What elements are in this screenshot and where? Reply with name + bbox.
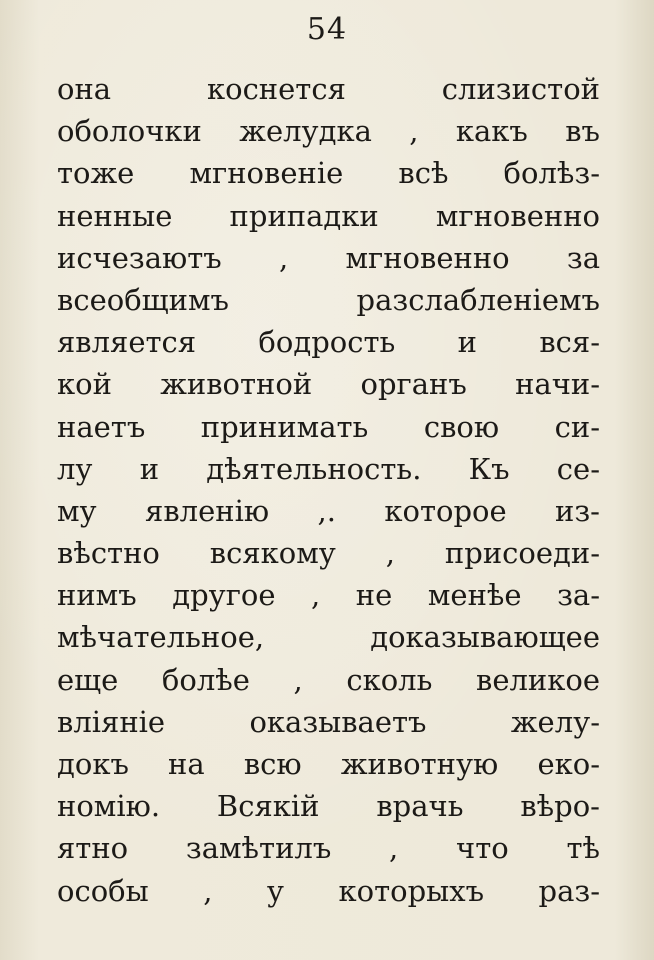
text-line: наетъ принимать свою си-	[57, 409, 600, 444]
text-line: нимъ другое , не менѣе за-	[57, 578, 600, 613]
text-line: вѣстно всякому , присоеди-	[57, 536, 600, 571]
text-line: оболочки желудка , какъ въ	[57, 114, 600, 149]
text-line: ненные припадки мгновенно	[57, 198, 600, 233]
text-line: исчезаютъ , мгновенно за	[57, 240, 600, 275]
text-line: всеобщимъ разслабленіемъ	[57, 282, 600, 317]
text-line: она коснется слизистой	[57, 72, 600, 106]
text-line: номію. Всякій врачь вѣро-	[57, 789, 600, 824]
text-line: кой животной органъ начи-	[57, 367, 600, 402]
text-line: является бодрость и вся-	[57, 325, 600, 360]
text-line: лу и дѣятельность. Къ се-	[57, 451, 600, 486]
page-number: 54	[306, 12, 348, 47]
text-line: тоже мгновеніе всѣ болѣз-	[57, 156, 600, 191]
text-line: му явленію ,. которое из-	[57, 493, 600, 528]
body-text	[57, 68, 600, 912]
text-line: еще болѣе , сколь великое	[57, 662, 600, 697]
text-line: докъ на всю животную еко-	[57, 747, 600, 781]
text-line: особы , у которыхъ раз-	[57, 873, 600, 908]
text-line: вліяніе оказываетъ желу-	[57, 704, 600, 739]
text-line: мѣчательное, доказывающее	[57, 620, 600, 655]
text-line: ятно замѣтилъ , что тѣ	[57, 831, 600, 866]
